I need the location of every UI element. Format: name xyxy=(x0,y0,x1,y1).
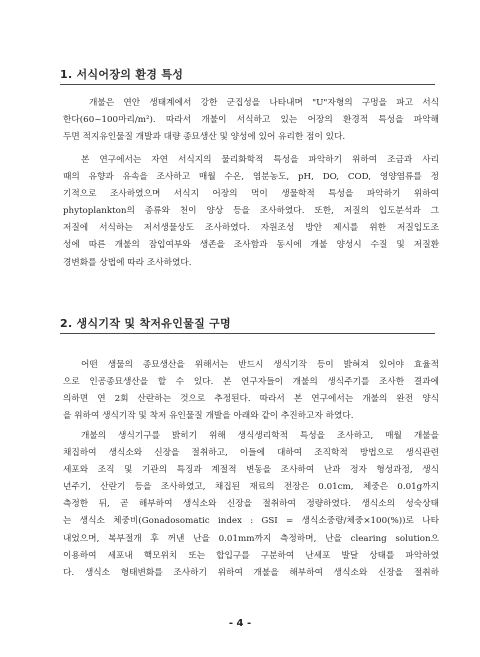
text-line: 두면 적지유인물질 개발과 대량 종묘생산 및 양성에 있어 유리한 점이 있다. xyxy=(63,132,346,143)
text-line: 개불은 연안 생태계에서 강한 군집성을 나타내며 "U"자형의 구멍을 파고 서식 xyxy=(89,98,439,108)
text-line: 개불의 생식기구를 밝히기 위해 생식생리학적 특성을 조사하고, 매월 개불을 xyxy=(81,431,439,441)
text-line: 는 생식소 체중비(Gonadosomatic index : GSI = 생식소중량/체중×100(%))로 나타 xyxy=(63,516,439,527)
section-1-paragraph-2 xyxy=(63,152,439,272)
page-number: - 4 - xyxy=(228,618,252,629)
section-2-paragraph-1 xyxy=(63,357,439,425)
text-line: 다. 생식소 형태변화를 조사하기 위하여 개불을 해부하여 생식소와 신장을 절취하 xyxy=(63,567,439,578)
section-2-heading: 2. 생식기작 및 착저유인물질 구명 xyxy=(60,317,231,330)
text-line: 성에 따른 개불의 잠입여부와 생존을 조사함과 동시에 개불 양성시 수질 및 저질환 xyxy=(63,240,439,251)
text-line: 때의 유향과 유속을 조사하고 매월 수온, 염분농도, pH, DO, COD, 영양염류를 정 xyxy=(63,172,439,183)
section-1-heading: 1. 서식어장의 환경 특성 xyxy=(60,68,184,81)
text-line: 어떤 생물의 종묘생산을 위해서는 반드시 생식기작 등이 밝혀져 있어야 효율적 xyxy=(81,360,439,370)
section-2-paragraph-2 xyxy=(63,428,439,582)
section-1-rule xyxy=(60,84,435,85)
text-line: 의하면 연 2회 산란하는 것으로 추정된다. 따라서 본 연구에서는 개불의 완전 양식 xyxy=(63,394,439,405)
section-1-paragraph-1 xyxy=(63,95,439,146)
text-line: 경변화를 상법에 따라 조사하였다. xyxy=(63,257,192,268)
text-line: 기적으로 조사하였으며 서식지 어장의 먹이 생물학적 특성을 파악하기 위하여 xyxy=(63,189,439,200)
text-line: phytoplankton의 종류와 천이 양상 등을 조사하였다. 또한, 저질의 입도분석과 그 xyxy=(63,206,439,217)
section-2-rule xyxy=(60,333,435,334)
text-line: 측정한 뒤, 곧 해부하여 생식소와 신장을 절취하여 정량하였다. 생식소의 성숙상태 xyxy=(63,499,439,510)
text-line: 채집하여 생식소와 신장을 절취하고, 이들에 대하여 조직학적 방법으로 생식관련 xyxy=(63,448,439,459)
text-line: 본 연구에서는 자연 서식지의 물리화학적 특성을 파악하기 위하여 조금과 사리 xyxy=(81,155,439,165)
text-line: 세포와 조직 및 기관의 특징과 계절적 변동을 조사하여 난과 정자 형성과정, 생식 xyxy=(63,465,439,476)
text-line: 년주기, 산란기 등을 조사하였고, 채집된 재료의 전장은 0.01cm, 체중은 0.01g까지 xyxy=(63,482,439,493)
text-line: 한다(60~100마리/m²). 따라서 개불이 서식하고 있는 어장의 환경적 특성을 파악해 xyxy=(63,115,439,126)
text-line: 내었으며, 복부절개 후 꺼낸 난을 0.01mm까지 측정하며, 난을 clearing solution으 xyxy=(63,533,439,544)
text-line: 이용하여 세포내 핵모위치 또는 합입구를 구분하여 난세포 발달 상태를 파악하였 xyxy=(63,550,439,561)
text-line: 으로 인공종묘생산을 할 수 있다. 본 연구자들이 개불의 생식주기를 조사한 결과에 xyxy=(63,377,439,388)
text-line: 저질에 서식하는 저서생물상도 조사하였다. 자원조성 방안 제시를 위한 저질입도조 xyxy=(63,223,439,234)
text-line: 을 위하여 생식기작 및 착저 유인물질 개발을 아래와 같이 추진하고자 하였다. xyxy=(63,411,354,422)
